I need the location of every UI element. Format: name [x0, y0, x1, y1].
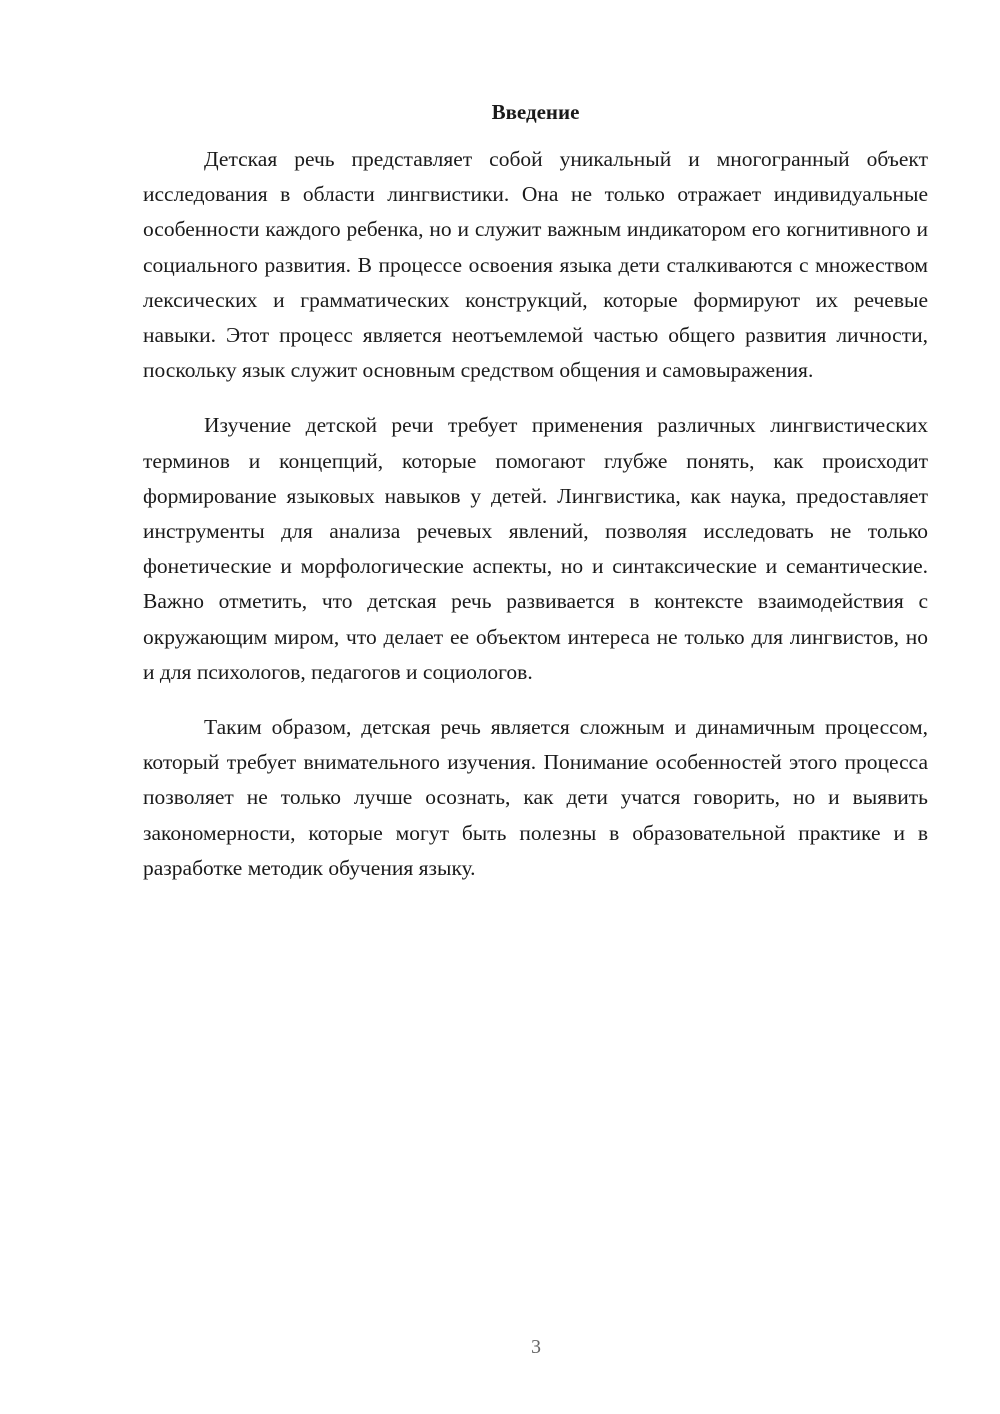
paragraph-2: Изучение детской речи требует применения различных лингвистических терминов и концепций, которые помогают глубже понять, как происходит формирование языковых навыков у детей. Лингвистика, как наука, предоставляет инструменты для анализа речевых явлений, позволяя исследовать не только фонетические и морфологические аспекты, но и синтаксические и семантические. Важно отметить, что детская речь развивается в контексте взаимодействия с окружающим миром, что делает ее объектом интереса не только для лингвистов, но и для психологов, педагогов и социологов. — [143, 413, 928, 684]
section-title: Введение — [491, 100, 580, 124]
paragraph-1: Детская речь представляет собой уникальный и многогранный объект исследования в области лингвистики. Она не только отражает индивидуальные особенности каждого ребенка, но и служит важным индикатором его когнитивного и социального развития. В процессе освоения языка дети сталкиваются с множеством лексических и грамматических конструкций, которые формируют их речевые навыки. Этот процесс является неотъемлемой частью общего развития личности, поскольку язык служит основным средством общения и самовыражения. — [143, 147, 928, 383]
body-text — [143, 142, 928, 906]
page-number: 3 — [531, 1336, 541, 1358]
paragraph-3: Таким образом, детская речь является сложным и динамичным процессом, который требует внимательного изучения. Понимание особенностей этого процесса позволяет не только лучше осознать, как дети учатся говорить, но и выявить закономерности, которые могут быть полезны в образовательной практике и в разработке методик обучения языку. — [143, 715, 928, 880]
